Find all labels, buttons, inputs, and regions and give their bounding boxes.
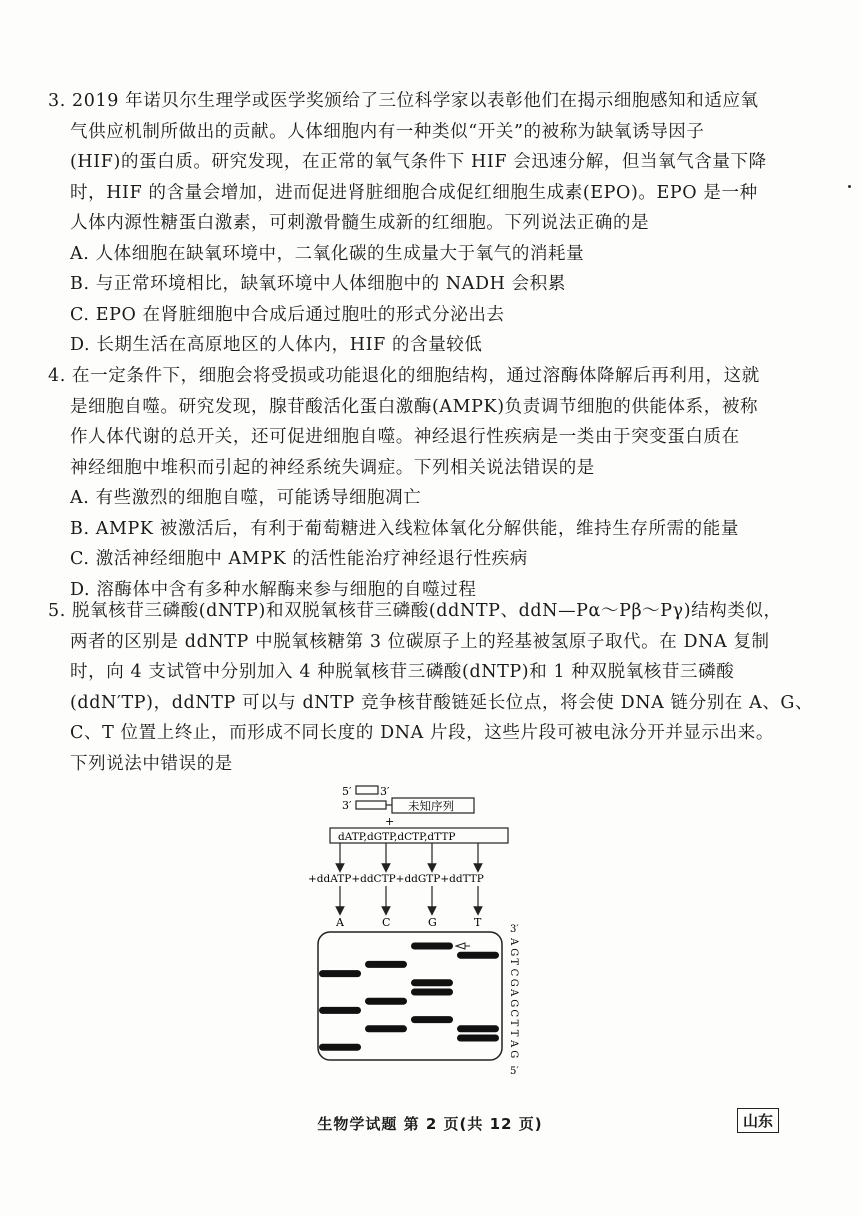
question-3 [48,86,818,361]
sequence-letter: T [508,1019,519,1027]
q5-stem-line: (ddN′TP)，ddNTP 可以与 dNTP 竞争核苷酸链延长位点，将会使 DNA 链分别在 A、G、 [70,692,814,713]
gel-band [319,1044,361,1051]
lane-label-t: T [474,916,482,929]
gel-band [319,1007,361,1014]
gel-band [457,1035,499,1042]
gel-band [365,1025,407,1032]
q3-stem-line: 人体内源性糖蛋白激素，可刺激骨髓生成新的红细胞。下列说法正确的是 [70,213,650,233]
ddntp-label: +ddATP+ddCTP+ddGTP+ddTTP [308,873,484,885]
lane-labels [335,916,482,929]
q3-stem-line: 时，HIF 的含量会增加，进而促进肾脏细胞合成促红细胞生成素(EPO)。EPO 是一种 [70,182,758,203]
primer-5-label: 5′ [342,785,352,798]
sequence-letter: C [508,968,519,977]
q4-option-c: C. 激活神经细胞中 AMPK 的活性能治疗神经退行性疾病 [70,549,528,569]
q3-stem-line: 气供应机制所做出的贡献。人体细胞内有一种类似“开关”的被称为缺氧诱导因子 [70,121,705,142]
gel-band [411,943,453,950]
sequence-3-end: 3′ [510,924,519,935]
q4-stem-line: 是细胞自噬。研究发现，腺苷酸活化蛋白激酶(AMPK)负责调节细胞的供能体系，被称 [70,396,759,417]
q3-stem-line: (HIF)的蛋白质。研究发现，在正常的氧气条件下 HIF 会迅速分解，但当氧气含量下降 [70,152,767,172]
sequence-letter: T [508,1029,519,1037]
template-3-label: 3′ [342,799,352,812]
arrows-to-lanes [340,886,478,911]
gel-bands [319,943,499,1051]
sequence-letter: G [508,999,519,1008]
plus-sign: + [385,815,395,828]
question-4 [48,361,818,605]
sequence-letters [508,937,519,1058]
q5-stem-line: C、T 位置上终止，而形成不同长度的 DNA 片段，这些片段可被电泳分开并显示出来。 [70,723,774,743]
q5-stem-line: 下列说法中错误的是 [70,753,233,774]
q4-stem-line: 4. 在一定条件下，细胞会将受损或功能退化的细胞结构，通过溶酶体降解后再利用，这就 [48,366,760,386]
sequence-letter: G [508,948,519,957]
sequence-letter: G [508,978,519,987]
gel-band [457,1025,499,1032]
region-badge: 山东 [737,1108,779,1133]
sanger-sequencing-diagram [300,780,560,1080]
unknown-sequence-label: 未知序列 [408,799,454,813]
gel-band [365,998,407,1005]
question-5 [48,596,818,779]
q4-option-a: A. 有些激烈的细胞自噬，可能诱导细胞凋亡 [70,488,422,508]
lane-label-a: A [336,916,344,929]
sequence-letter: A [508,938,519,946]
q3-option-a: A. 人体细胞在缺氧环境中，二氧化碳的生成量大于氧气的消耗量 [70,243,585,264]
page-footer: 生物学试题 第 2 页(共 12 页) [317,1115,543,1133]
band-arrow-icon [456,943,465,949]
diagram-svg [300,780,560,1080]
q3-option-c: C. EPO 在肾脏细胞中合成后通过胞吐的形式分泌出去 [70,304,505,325]
q5-stem-line: 5. 脱氧核苷三磷酸(dNTP)和双脱氧核苷三磷酸(ddNTP、ddN—Pα～Pβ～Pγ)结构类似， [48,601,782,621]
sequence-letter: G [508,1050,519,1059]
q5-stem-line: 两者的区别是 ddNTP 中脱氧核糖第 3 位碳原子上的羟基被氢原子取代。在 DNA 复制 [70,631,770,652]
arrows-to-ddntp [340,843,478,868]
sequence-letter: A [508,989,519,997]
q3-option-d: D. 长期生活在高原地区的人体内，HIF 的含量较低 [70,335,483,355]
gel-band [411,979,453,986]
gel-band [457,952,499,959]
q4-option-d: D. 溶酶体中含有多种水解酶来参与细胞的自噬过程 [70,579,477,600]
primer-3-label: 3′ [380,785,390,798]
gel-band [411,989,453,996]
gel-band [411,1016,453,1023]
q5-stem-line: 时，向 4 支试管中分别加入 4 种脱氧核苷三磷酸(dNTP)和 1 种双脱氧核苷三磷酸 [70,662,735,682]
sequence-5-end: 5′ [510,1066,519,1077]
q3-option-b: B. 与正常环境相比，缺氧环境中人体细胞中的 NADH 会积累 [70,274,566,294]
q4-stem-line: 作人体代谢的总开关，还可促进细胞自噬。神经退行性疾病是一类由于突变蛋白质在 [70,427,740,447]
gel-band [319,970,361,977]
scan-speck [848,185,851,188]
template-strand [356,801,386,809]
primer-strand [356,786,378,794]
sequence-letter: C [508,1009,519,1018]
q4-stem-line: 神经细胞中堆积而引起的神经系统失调症。下列相关说法错误的是 [70,457,595,478]
sequence-letter: A [508,1040,519,1048]
sequence-letter: T [508,958,519,966]
lane-label-g: G [428,916,437,929]
lane-label-c: C [382,916,391,929]
q4-option-b: B. AMPK 被激活后，有利于葡萄糖进入线粒体氧化分解供能，维持生存所需的能量 [70,518,739,539]
dntp-label: dATP,dGTP,dCTP,dTTP [338,831,456,843]
q3-stem-line: 3. 2019 年诺贝尔生理学或医学奖颁给了三位科学家以表彰他们在揭示细胞感知和适应氧 [48,91,759,111]
gel-band [365,961,407,968]
